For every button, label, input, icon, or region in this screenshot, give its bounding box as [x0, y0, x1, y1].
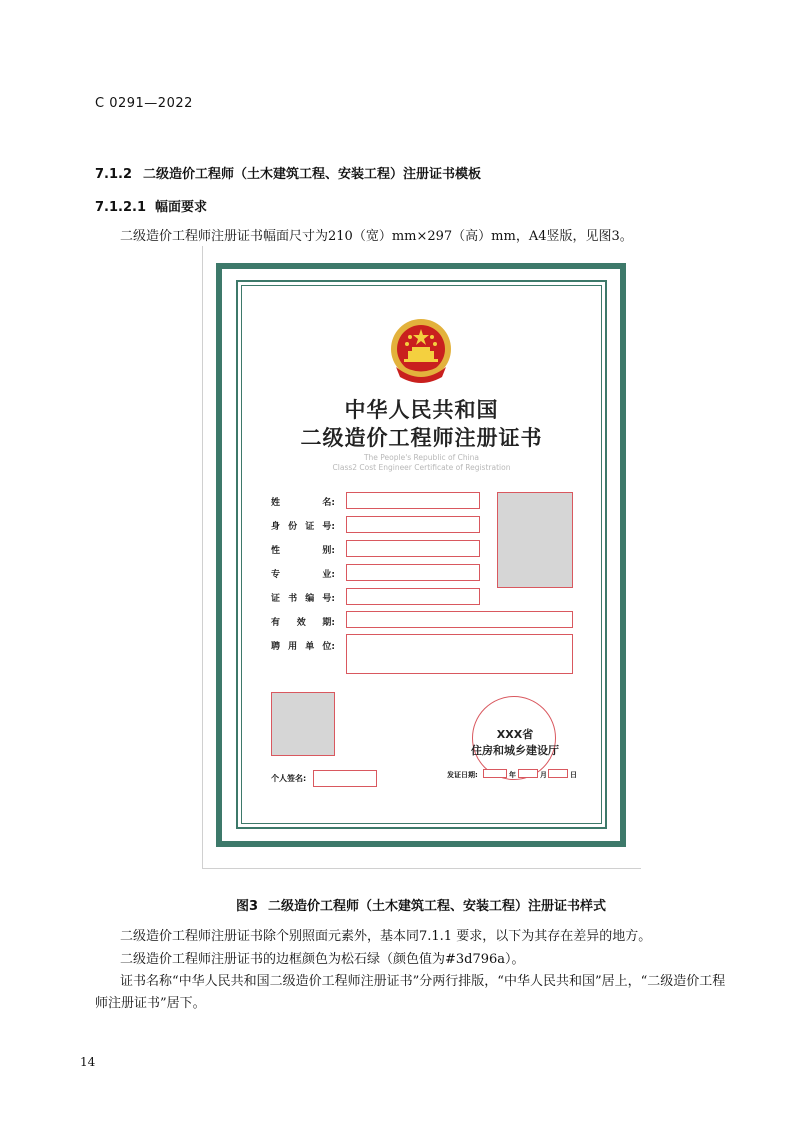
issue-month-box [518, 769, 538, 778]
paragraph-size: 二级造价工程师注册证书幅面尺寸为210（宽）mm×297（高）mm，A4竖版，见图3。 [120, 229, 633, 244]
holder-photo-box [497, 492, 573, 588]
national-emblem-icon [386, 317, 456, 385]
seal-text-line1: XXX省 [496, 728, 534, 741]
issue-date-label: 发证日期: [447, 771, 478, 779]
year-label: 年 [509, 771, 516, 779]
id-number-field-box [346, 516, 480, 533]
certificate-title-line1: 中华人民共和国 [344, 397, 499, 422]
certificate-english-line1: The People's Republic of China [363, 453, 480, 462]
cert-number-field-box [346, 588, 480, 605]
section-heading [95, 163, 481, 182]
subsection-heading [95, 196, 207, 215]
paragraph-differences: 二级造价工程师注册证书除个别照面元素外，基本同7.1.1 要求，以下为其存在差异的地方。 [120, 929, 652, 944]
signature-photo-box [271, 692, 335, 756]
subsection-number: 7.1.2.1 [95, 200, 146, 215]
figure-title: 二级造价工程师（土木建筑工程、安装工程）注册证书样式 [268, 899, 607, 914]
name-field-box [346, 492, 480, 509]
gender-field-box [346, 540, 480, 557]
section-number: 7.1.2 [95, 167, 133, 182]
issue-year-box [483, 769, 507, 778]
certificate-title-line2: 二级造价工程师注册证书 [300, 425, 543, 450]
page-number: 14 [80, 1055, 96, 1069]
month-label: 月 [540, 771, 547, 779]
figure-number: 图3 [235, 899, 259, 914]
subsection-title: 幅面要求 [155, 200, 208, 215]
valid-period-field-box [346, 611, 573, 628]
field-label-specialty: 专 业: [271, 570, 335, 580]
specialty-field-box [346, 564, 480, 581]
signature-field-box [313, 770, 377, 787]
certificate-english-line2: Class2 Cost Engineer Certificate of Registration [332, 463, 511, 472]
day-label: 日 [570, 771, 577, 779]
field-label-gender: 性 别: [271, 546, 335, 556]
figure-caption [202, 895, 640, 914]
field-label-id-number: 身 份 证 号: [271, 522, 335, 532]
seal-text-line2: 住房和城乡建设厅 [471, 744, 559, 757]
field-label-name: 姓 名: [271, 498, 335, 508]
field-label-valid-period: 有 效 期: [271, 618, 335, 628]
employer-field-box [346, 634, 573, 674]
document-code: C 0291—2022 [95, 96, 193, 111]
field-label-cert-number: 证 书 编 号: [271, 594, 335, 604]
issue-day-box [548, 769, 568, 778]
section-title: 二级造价工程师（土木建筑工程、安装工程）注册证书模板 [143, 167, 482, 182]
field-label-employer: 聘 用 单 位: [271, 642, 335, 652]
paragraph-border-color: 二级造价工程师注册证书的边框颜色为松石绿（颜色值为#3d796a）。 [120, 952, 525, 967]
signature-label: 个人签名: [271, 774, 307, 783]
paragraph-title-layout: 证书名称“中华人民共和国二级造价工程师注册证书”分两行排版，“中华人民共和国”居上，“二级造价工程师注册证书”居下。 [95, 974, 726, 1011]
